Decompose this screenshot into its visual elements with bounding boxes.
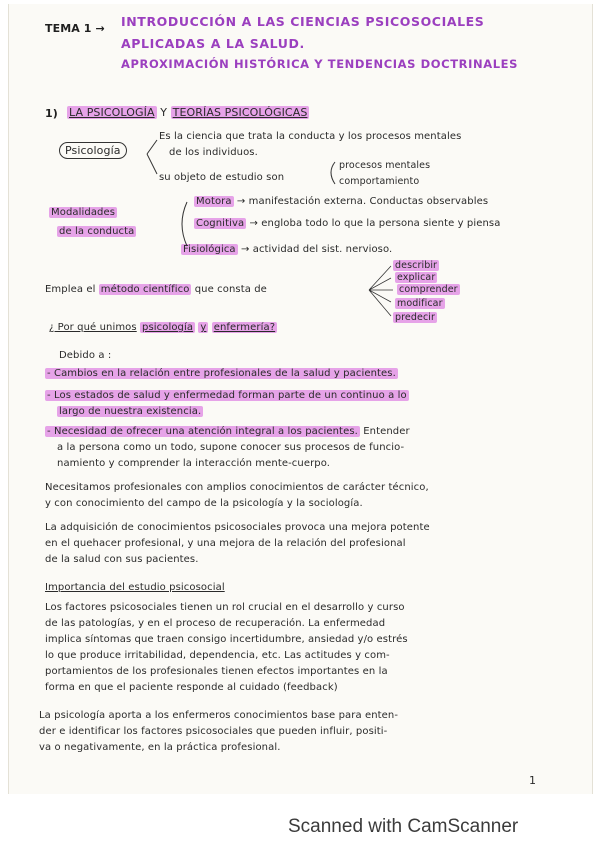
para2-line-1: La adquisición de conocimientos psicosociales provoca una mejora potente: [45, 522, 430, 533]
section-title-and: Y: [160, 106, 168, 119]
debido-label: Debido a :: [59, 350, 112, 361]
title-line-3: APROXIMACIÓN HISTÓRICA Y TENDENCIAS DOCTRINALES: [121, 57, 518, 71]
modalidad-fisiologica-name: Fisiológica: [183, 244, 236, 255]
bullet-2-line-1: - Los estados de salud y enfermedad forman parte de un continuo a lo: [47, 390, 407, 401]
arrow-mark: [147, 140, 157, 154]
modalidad-cognitiva-name: Cognitiva: [196, 218, 245, 229]
camscanner-watermark: Scanned with CamScanner: [288, 816, 519, 837]
handwriting-marks: [9, 4, 592, 794]
bullet-3-highlight: - Necesidad de ofrecer una atención integral a los pacientes.: [47, 426, 358, 437]
para2-line-2: en el quehacer profesional, y una mejora de la relación del profesional: [45, 538, 406, 549]
metodo-step-5: predecir: [395, 312, 436, 323]
metodo-step-4: modificar: [397, 298, 443, 309]
importancia-line-6: forma en que el paciente responde al cuidado (feedback): [45, 682, 338, 693]
bullet-1: - Cambios en la relación entre profesionales de la salud y pacientes.: [47, 368, 396, 379]
arrow-mark: [147, 154, 157, 174]
pregunta-start: ¿ Por qué unimos: [49, 322, 137, 333]
pregunta-and: y: [200, 322, 207, 333]
pregunta-hl-2: enfermería?: [213, 322, 276, 333]
pregunta-hl-1: psicología: [142, 322, 194, 333]
conclusion-line-1: La psicología aporta a los enfermeros conocimientos base para enten-: [39, 710, 399, 721]
importancia-title: Importancia del estudio psicosocial: [45, 582, 225, 593]
title-line-2: APLICADAS A LA SALUD.: [121, 36, 305, 51]
psicologia-def-1: Es la ciencia que trata la conducta y los procesos mentales: [159, 131, 462, 142]
brace-mark: [182, 202, 187, 246]
notebook-page: [8, 4, 593, 794]
brace-mark: [331, 162, 335, 184]
importancia-line-5: portamientos de los profesionales tienen efectos importantes en la: [45, 666, 388, 677]
modalidad-motora-desc: → manifestación externa. Conductas observables: [236, 196, 489, 207]
modalidades-label-1: Modalidades: [51, 207, 116, 218]
objeto-item-2: comportamiento: [339, 176, 420, 187]
conclusion-line-3: va o negativamente, en la práctica profesional.: [39, 742, 281, 753]
para1-line-2: y con conocimiento del campo de la psicología y la sociología.: [45, 498, 363, 509]
psicologia-objeto: su objeto de estudio son: [159, 172, 285, 183]
para1-line-1: Necesitamos profesionales con amplios conocimientos de carácter técnico,: [45, 482, 429, 493]
metodo-suffix: que consta de: [194, 284, 267, 295]
modalidad-cognitiva-desc: → engloba todo lo que la persona siente y piensa: [249, 218, 501, 229]
metodo-step-3: comprender: [399, 284, 458, 295]
metodo-step-1: describir: [395, 260, 438, 271]
tema-label: TEMA 1 →: [45, 22, 105, 35]
modalidad-motora-name: Motora: [196, 196, 232, 207]
modalidades-label-2: de la conducta: [59, 226, 135, 237]
conclusion-line-2: der e identificar los factores psicosociales que pueden influir, positi-: [39, 726, 388, 737]
modalidad-fisiologica-desc: → actividad del sist. nervioso.: [240, 244, 393, 255]
metodo-highlight: método científico: [100, 284, 190, 295]
importancia-line-1: Los factores psicosociales tienen un rol crucial en el desarrollo y curso: [45, 602, 405, 613]
psicologia-def-2: de los individuos.: [169, 147, 258, 158]
section-title-a: LA PSICOLOGÍA: [69, 106, 155, 119]
steps-arrows: [369, 266, 393, 316]
importancia-line-4: lo que produce irritabilidad, dependencia, etc. Las actitudes y com-: [45, 650, 390, 661]
objeto-item-1: procesos mentales: [339, 160, 431, 171]
importancia-line-2: de las patologías, y en el proceso de recuperación. La enfermedad: [45, 618, 386, 629]
bullet-3-line-2: a la persona como un todo, supone conocer sus procesos de funcio-: [57, 442, 405, 453]
importancia-line-3: implica síntomas que traen consigo incertidumbre, ansiedad y/o estrés: [45, 634, 408, 645]
metodo-prefix: Emplea el: [45, 284, 96, 295]
title-line-1: INTRODUCCIÓN A LAS CIENCIAS PSICOSOCIALES: [121, 14, 485, 29]
page-number: 1: [529, 774, 537, 787]
section-title-b: TEORÍAS PSICOLÓGICAS: [172, 106, 308, 119]
bullet-3-rest: Entender: [363, 426, 410, 437]
para2-line-3: de la salud con sus pacientes.: [45, 554, 199, 565]
section-number: 1): [45, 107, 58, 120]
psicologia-label: Psicología: [59, 142, 127, 159]
metodo-step-2: explicar: [397, 272, 436, 283]
bullet-2-line-2: largo de nuestra existencia.: [59, 406, 202, 417]
bullet-3-line-3: namiento y comprender la interacción mente-cuerpo.: [57, 458, 331, 469]
